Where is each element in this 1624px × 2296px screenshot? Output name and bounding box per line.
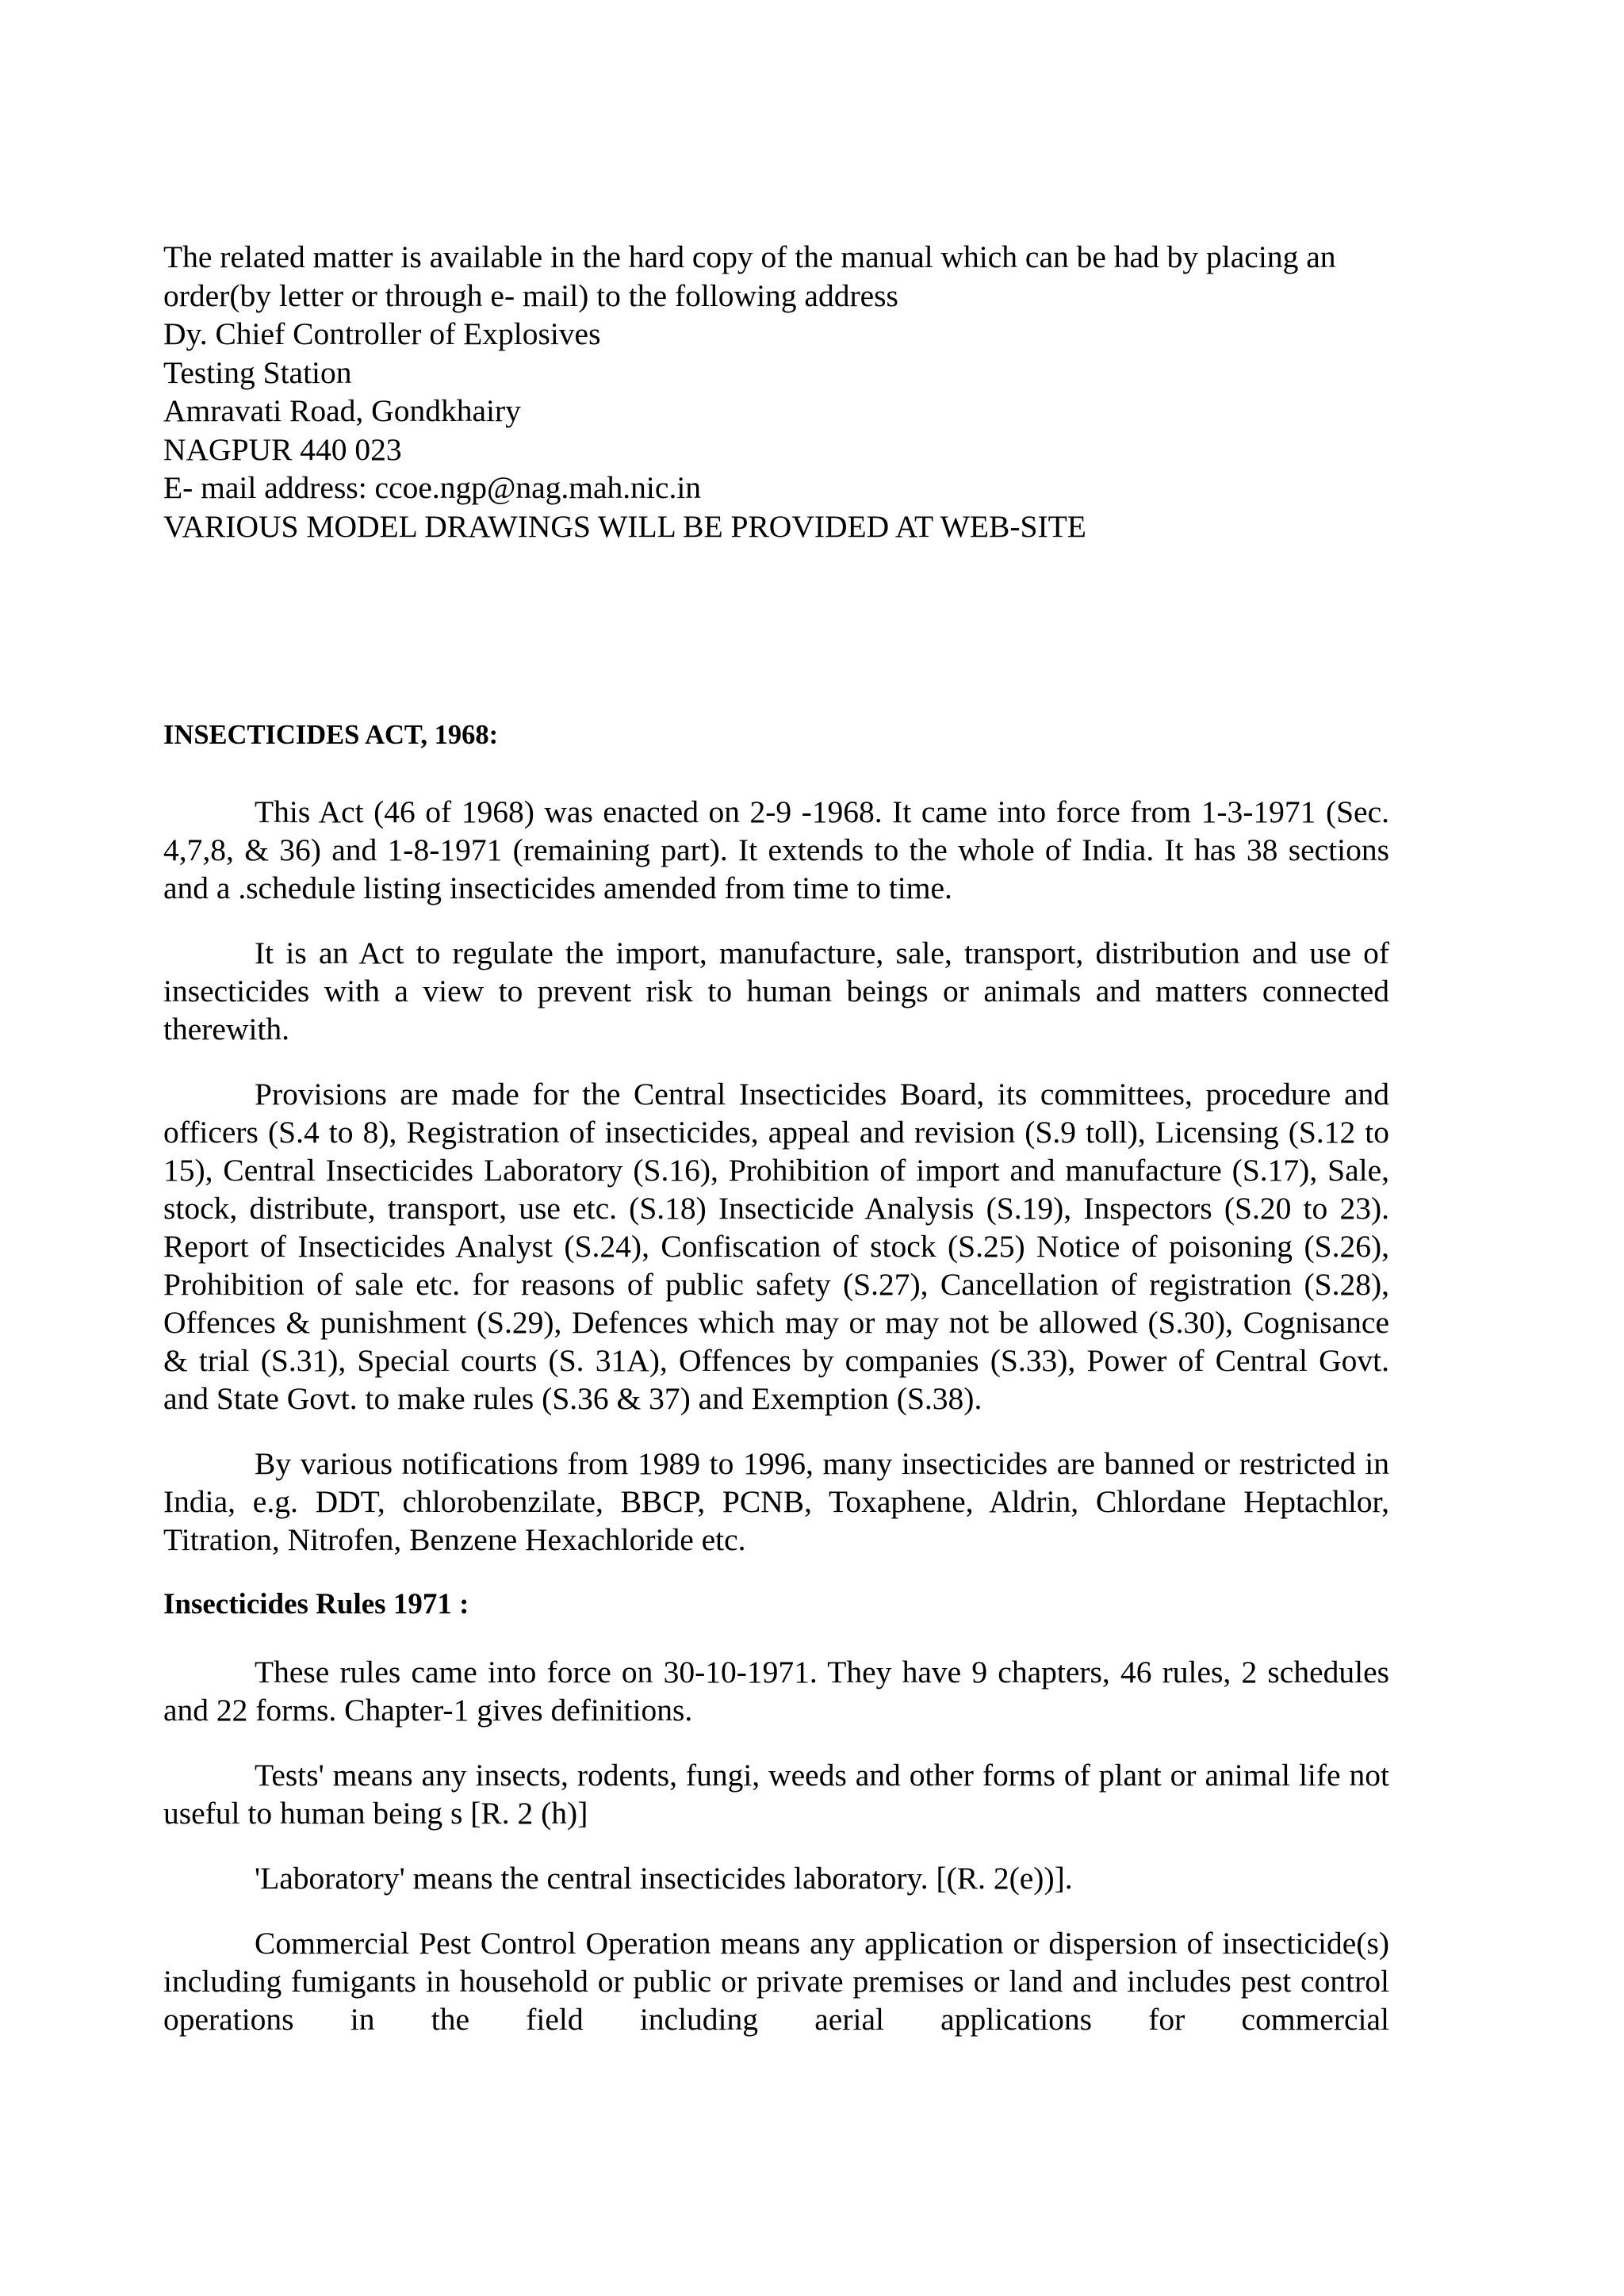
document-body bbox=[163, 793, 1389, 2065]
address-line-station: Testing Station bbox=[163, 354, 352, 390]
act-paragraph: By various notifications from 1989 to 1996, many insecticides are banned or restricted in India, e.g. DDT, chlorobenzilate, BBCP, PCNB, Toxaphene, Aldrin, Chlordane Heptachlor, Titration, Nitrofen, Benzene Hexachloride etc. bbox=[163, 1446, 1389, 1557]
intro-paragraph: The related matter is available in the hard copy of the manual which can be had by placing an order(by letter or through e- mail) to the following address bbox=[163, 239, 1336, 313]
intro-block bbox=[163, 238, 1389, 545]
address-line-title: Dy. Chief Controller of Explosives bbox=[163, 316, 601, 351]
rules-paragraph: Commercial Pest Control Operation means any application or dispersion of insecticide(s) including fumigants in household or public or private premises or land and includes pest control operations in the field including aerial applications for commercial bbox=[163, 1926, 1389, 2037]
rules-paragraph: 'Laboratory' means the central insecticides laboratory. [(R. 2(e))]. bbox=[255, 1861, 1073, 1896]
act-paragraph: This Act (46 of 1968) was enacted on 2-9 -1968. It came into force from 1-3-1971 (Sec. 4,7,8, & 36) and 1-8-1971 (remaining part). It extends to the whole of India. It has 38 sections and a .schedule listing insecticides amended from time to time. bbox=[163, 794, 1389, 905]
rules-heading: Insecticides Rules 1971 : bbox=[163, 1588, 469, 1621]
rules-paragraph: These rules came into force on 30-10-1971. They have 9 chapters, 46 rules, 2 schedules and 22 forms. Chapter-1 gives definitions. bbox=[163, 1655, 1389, 1728]
act-paragraph: Provisions are made for the Central Insecticides Board, its committees, procedure and officers (S.4 to 8), Registration of insecticides, appeal and revision (S.9 toll), Licensing (S.12 to 15), Central Insecticides Laboratory (S.16), Prohibition of import and manufacture (S.17), Sale, stock, distribute, transport, use etc. (S.18) Insecticide Analysis (S.19), Inspectors (S.20 to 23). Report of Insecticides Analyst (S.24), Confiscation of stock (S.25) Notice of poisoning (S.26), Prohibition of sale etc. for reasons of public safety (S.27), Cancellation of registration (S.28), Offences & punishment (S.29), Defences which may or may not be allowed (S.30), Cognisance & trial (S.31), Special courts (S. 31A), Offences by companies (S.33), Power of Central Govt. and State Govt. to make rules (S.36 & 37) and Exemption (S.38). bbox=[163, 1077, 1389, 1416]
act-paragraph: It is an Act to regulate the import, manufacture, sale, transport, distribution and use of insecticides with a view to prevent risk to human beings or animals and matters connected therewith. bbox=[163, 936, 1389, 1047]
address-line-notice: VARIOUS MODEL DRAWINGS WILL BE PROVIDED AT WEB-SITE bbox=[163, 508, 1086, 544]
act-heading: INSECTICIDES ACT, 1968: bbox=[163, 720, 499, 750]
address-line-road: Amravati Road, Gondkhairy bbox=[163, 393, 521, 428]
address-line-city: NAGPUR 440 023 bbox=[163, 431, 402, 467]
address-line-email: E- mail address: ccoe.ngp@nag.mah.nic.in bbox=[163, 470, 702, 505]
rules-paragraph: Tests' means any insects, rodents, fungi, weeds and other forms of plant or animal life not useful to human being s [R. 2 (h)] bbox=[163, 1758, 1389, 1831]
